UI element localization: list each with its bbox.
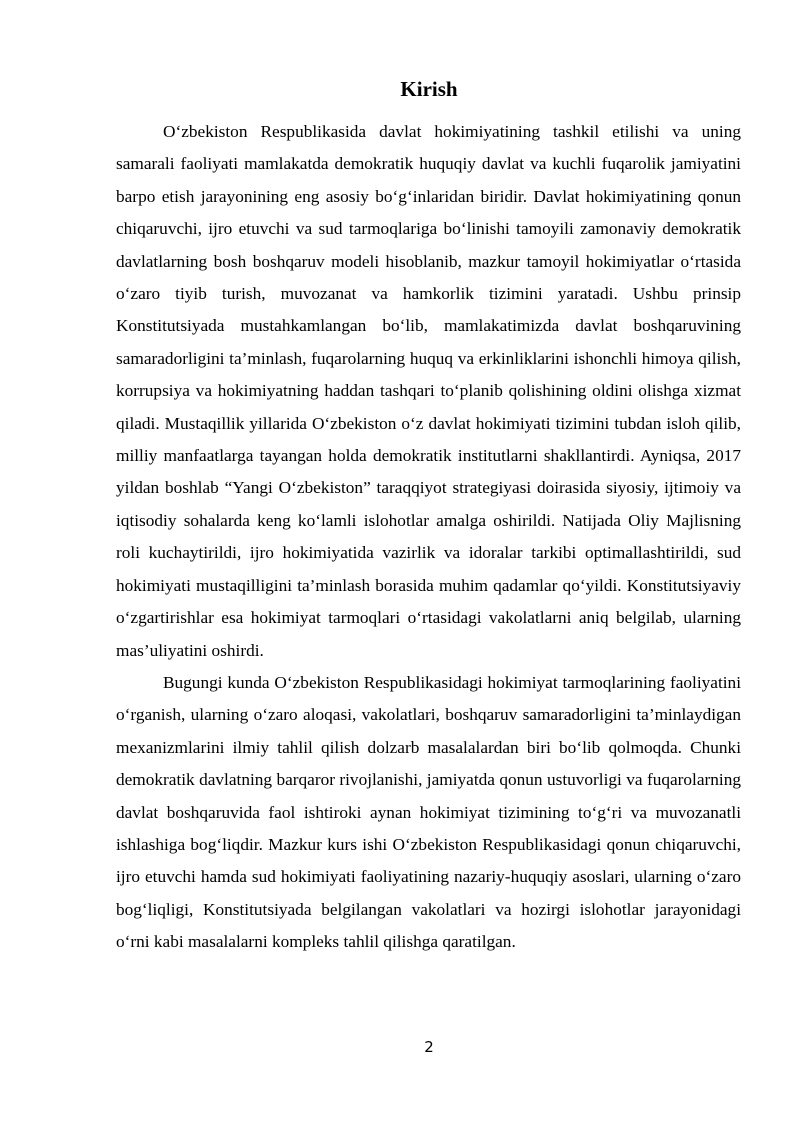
page-number: 2	[424, 1038, 434, 1056]
paragraph-1: O‘zbekiston Respublikasida davlat hokimiyatining tashkil etilishi va uning samarali faoliyati mamlakatda demokratik huquqiy davlat va kuchli fuqarolik jamiyatini barpo etish jarayonining eng asosiy bo‘g‘inlaridan biridir. Davlat hokimiyatining qonun chiqaruvchi, ijro etuvchi va sud tarmoqlariga bo‘linishi tamoyili zamonaviy demokratik davlatlarning bosh boshqaruv modeli hisoblanib, mazkur tamoyil hokimiyatlar o‘rtasida o‘zaro tiyib turish, muvozanat va hamkorlik tizimini yaratadi. Ushbu prinsip Konstitutsiyada mustahkamlangan bo‘lib, mamlakatimizda davlat boshqaruvining samaradorligini ta’minlash, fuqarolarning huquq va erkinliklarini ishonchli himoya qilish, korrupsiya va hokimiyatning haddan tashqari to‘planib qolishining oldini olishga xizmat qiladi. Mustaqillik yillarida O‘zbekiston o‘z davlat hokimiyati tizimini tubdan isloh qilib, milliy manfaatlarga tayangan holda demokratik institutlarni shakllantirdi. Ayniqsa, 2017 yildan boshlab “Yangi O‘zbekiston” taraqqiyot strategiyasi doirasida siyosiy, ijtimoiy va iqtisodiy sohalarda keng ko‘lamli islohotlar amalga oshirildi. Natijada Oliy Majlisning roli kuchaytirildi, ijro hokimiyatida vazirlik va idoralar tarkibi optimallashtirildi, sud hokimiyati mustaqilligini ta’minlash borasida muhim qadamlar qo‘yildi. Konstitutsiyaviy o‘zgartirishlar esa hokimiyat tarmoqlari o‘rtasidagi vakolatlarni aniq belgilab, ularning mas’uliyatini oshirdi.	[116, 122, 741, 660]
paragraph-2: Bugungi kunda O‘zbekiston Respublikasidagi hokimiyat tarmoqlarining faoliyatini o‘rganish, ularning o‘zaro aloqasi, vakolatlari, boshqaruv samaradorligini ta’minlaydigan mexanizmlarini ilmiy tahlil qilish dolzarb masalalardan biri bo‘lib qolmoqda. Chunki demokratik davlatning barqaror rivojlanishi, jamiyatda qonun ustuvorligi va fuqarolarning davlat boshqaruvida faol ishtiroki aynan hokimiyat tizimining to‘g‘ri va muvozanatli ishlashiga bog‘liqdir. Mazkur kurs ishi O‘zbekiston Respublikasidagi qonun chiqaruvchi, ijro etuvchi hamda sud hokimiyati faoliyatining nazariy-huquqiy asoslari, ularning o‘zaro bog‘liqligi, Konstitutsiyada belgilangan vakolatlari va hozirgi islohotlar jarayonidagi o‘rni kabi masalalarni kompleks tahlil qilishga qaratilgan.	[116, 672, 741, 952]
body-text	[116, 116, 741, 959]
section-heading: Kirish	[400, 77, 458, 101]
